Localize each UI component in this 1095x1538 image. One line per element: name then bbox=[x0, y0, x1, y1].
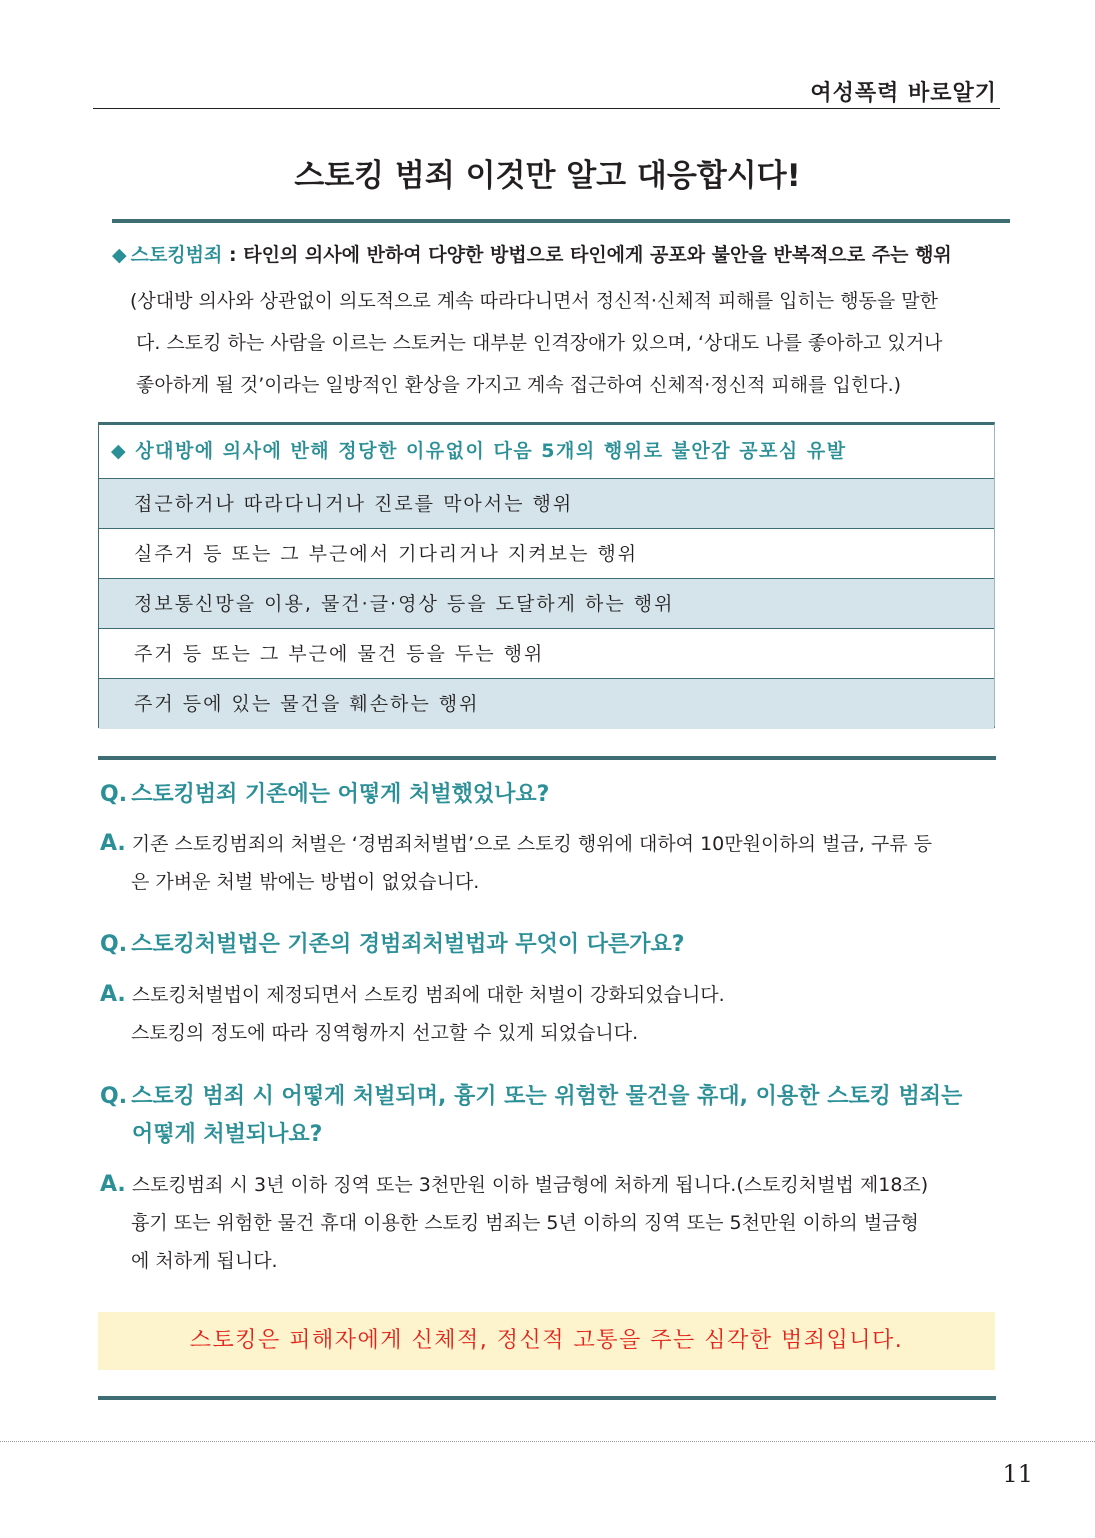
answer-1 bbox=[100, 825, 1000, 901]
question-text: 스토킹범죄 기존에는 어떻게 처벌했었나요? bbox=[131, 782, 550, 807]
answer-3 bbox=[100, 1166, 1000, 1280]
behaviors-table bbox=[98, 422, 995, 728]
answer-text: 스토킹의 정도에 따라 징역형까지 선고할 수 있게 되었습니다. bbox=[131, 1022, 639, 1044]
definition-paren-line: 좋아하게 될 것’이라는 일방적인 환상을 가지고 계속 접근하여 신체적·정신적 피해를 입힌다.) bbox=[136, 374, 902, 396]
answer-mark: A. bbox=[100, 1172, 126, 1197]
behaviors-heading bbox=[99, 425, 994, 479]
answer-text: 흉기 또는 위험한 물건 휴대 이용한 스토킹 범죄는 5년 이하의 징역 또는 5천만원 이하의 벌금형 bbox=[131, 1212, 919, 1234]
question-text: 어떻게 처벌되나요? bbox=[132, 1122, 323, 1147]
answer-text: 은 가벼운 처벌 밖에는 방법이 없었습니다. bbox=[131, 871, 480, 893]
answer-text: 스토킹처벌법이 제정되면서 스토킹 범죄에 대한 처벌이 강화되었습니다. bbox=[131, 984, 725, 1006]
answer-2 bbox=[100, 976, 1000, 1052]
page-bottom-dotted-line bbox=[0, 1441, 1095, 1442]
behavior-row: 주거 등에 있는 물건을 훼손하는 행위 bbox=[99, 679, 994, 729]
definition-text: : 타인의 의사에 반하여 다양한 방법으로 타인에게 공포와 불안을 반복적으로 주는 행위 bbox=[222, 244, 952, 266]
definition-paren-line: 다. 스토킹 하는 사람을 이르는 스토커는 대부분 인격장애가 있으며, ‘상대도 나를 좋아하고 있거나 bbox=[136, 332, 943, 354]
warning-note: 스토킹은 피해자에게 신체적, 정신적 고통을 주는 심각한 범죄입니다. bbox=[98, 1312, 995, 1370]
answer-text: 스토킹범죄 시 3년 이하 징역 또는 3천만원 이하 벌금형에 처하게 됩니다.(스토킹처벌법 제18조) bbox=[131, 1174, 929, 1196]
footer-divider bbox=[98, 1396, 996, 1400]
behavior-row: 주거 등 또는 그 부근에 물건 등을 두는 행위 bbox=[99, 629, 994, 679]
behavior-row: 실주거 등 또는 그 부근에서 기다리거나 지켜보는 행위 bbox=[99, 529, 994, 579]
behavior-row: 접근하거나 따라다니거나 진로를 막아서는 행위 bbox=[99, 479, 994, 529]
page-number: 11 bbox=[1002, 1460, 1033, 1488]
question-text: 스토킹처벌법은 기존의 경범죄처벌법과 무엇이 다른가요? bbox=[131, 932, 685, 957]
question-text: 스토킹 범죄 시 어떻게 처벌되며, 흉기 또는 위험한 물건을 휴대, 이용한 스토킹 범죄는 bbox=[131, 1084, 963, 1109]
running-header: 여성폭력 바로알기 bbox=[810, 81, 997, 106]
answer-mark: A. bbox=[100, 831, 126, 856]
definition-explanation bbox=[130, 280, 990, 406]
question-1 bbox=[100, 776, 549, 814]
question-mark: Q. bbox=[100, 1084, 128, 1109]
header-divider bbox=[93, 108, 1000, 109]
definition-term: 스토킹범죄 bbox=[130, 244, 223, 266]
behavior-row: 정보통신망을 이용, 물건·글·영상 등을 도달하게 하는 행위 bbox=[99, 579, 994, 629]
answer-text: 기존 스토킹범죄의 처벌은 ‘경범죄처벌법’으로 스토킹 행위에 대하여 10만원이하의 벌금, 구류 등 bbox=[131, 833, 932, 855]
question-mark: Q. bbox=[100, 782, 128, 807]
behaviors-heading-text: 상대방에 의사에 반해 정당한 이유없이 다음 5개의 행위로 불안감 공포심 유발 bbox=[135, 440, 847, 462]
diamond-bullet-icon: ◆ bbox=[111, 440, 128, 462]
section-divider bbox=[98, 756, 996, 760]
page-title: 스토킹 범죄 이것만 알고 대응합시다! bbox=[294, 158, 801, 194]
question-mark: Q. bbox=[100, 932, 128, 957]
diamond-bullet-icon: ◆ bbox=[112, 244, 127, 266]
definition-paren-line: (상대방 의사와 상관없이 의도적으로 계속 따라다니면서 정신적·신체적 피해를 입히는 행동을 말한 bbox=[130, 290, 939, 312]
answer-text: 에 처하게 됩니다. bbox=[131, 1250, 278, 1272]
answer-mark: A. bbox=[100, 982, 126, 1007]
question-3 bbox=[100, 1078, 962, 1154]
question-2 bbox=[100, 926, 685, 964]
definition-line bbox=[112, 240, 992, 267]
title-divider bbox=[112, 219, 1010, 223]
